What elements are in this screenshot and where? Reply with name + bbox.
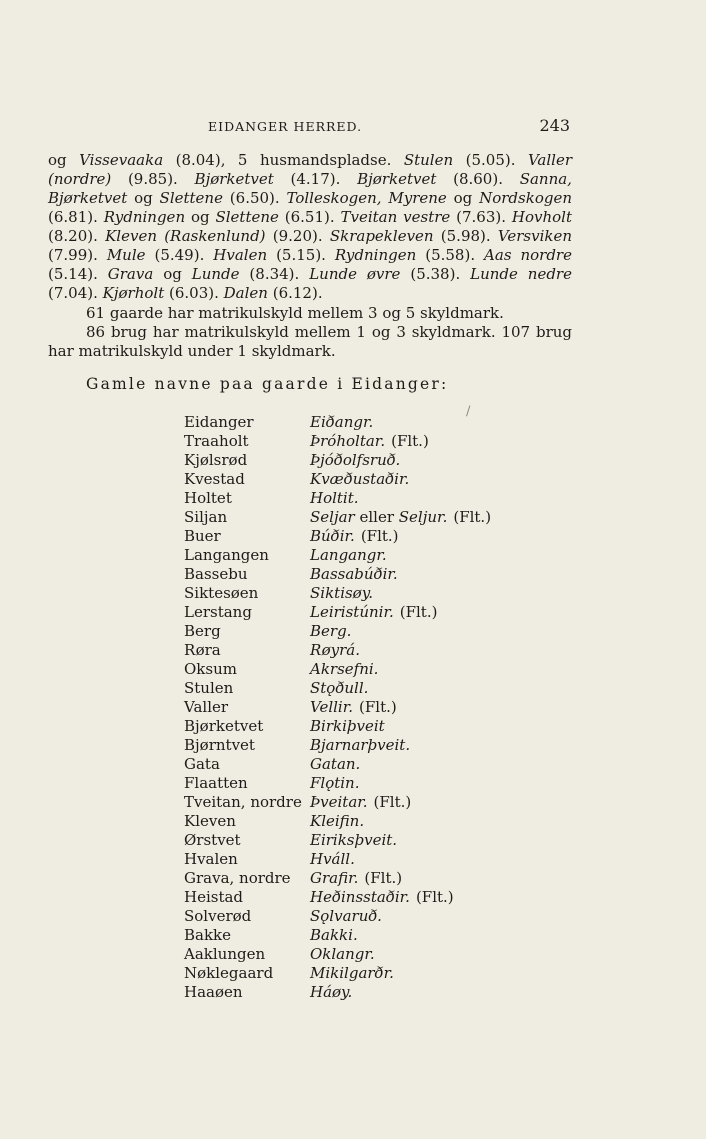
old-norse-name <box>310 413 373 432</box>
modern-name: Langangen <box>184 546 269 564</box>
modern-name: Holtet <box>184 489 232 507</box>
text-run: (7.63). <box>450 208 512 226</box>
text-run: (8.34). <box>239 265 310 283</box>
old-name-text: Bjarnarþveit. <box>310 736 411 754</box>
text-run: og <box>185 208 216 226</box>
modern-name: Bjørketvet <box>184 717 264 735</box>
old-name-text: Grafir. <box>310 869 359 887</box>
modern-name: Grava, nordre <box>184 869 291 887</box>
skyld-paragraph-61: 61 gaarde har matrikulskyld mellem 3 og 5 skyldmark. <box>86 304 504 322</box>
old-name-text: Háøy. <box>310 983 353 1001</box>
text-run: (5.58). <box>416 246 485 264</box>
modern-name: Tveitan, nordre <box>184 793 302 811</box>
old-name-part: eller <box>354 508 399 526</box>
farm-name: Valler (nordre) <box>48 151 572 188</box>
farm-name: Grava <box>107 265 154 283</box>
text-run: (5.15). <box>267 246 335 264</box>
text-run: (9.85). <box>111 170 195 188</box>
old-name-text: Langangr. <box>310 546 387 564</box>
modern-name: Hvalen <box>184 850 238 868</box>
stray-mark: / <box>466 404 471 419</box>
old-norse-name <box>310 679 368 698</box>
farm-name: Nordskogen <box>479 189 572 207</box>
old-name-text: Þjóðolfsruð. <box>310 451 401 469</box>
farm-name: Lunde nedre <box>470 265 572 283</box>
flt-note: (Flt.) <box>391 432 429 450</box>
farm-name: Bjørketvet <box>357 170 437 188</box>
old-name-text: Holtit. <box>310 489 359 507</box>
farm-name: Rydningen <box>103 208 186 226</box>
flt-note: (Flt.) <box>415 888 454 906</box>
text-run: (5.14). <box>48 265 108 283</box>
old-name-text: Leiristúnir. <box>310 603 394 621</box>
old-norse-name <box>310 565 398 584</box>
farm-name: Kjørholt <box>102 284 165 302</box>
modern-name: Siktesøen <box>184 584 259 602</box>
page-header <box>48 116 570 136</box>
flt-note: (Flt.) <box>399 603 438 621</box>
modern-name: Bassebu <box>184 565 248 583</box>
old-name-text: Eiriksþveit. <box>310 831 398 849</box>
old-name-text: Berg. <box>310 622 352 640</box>
old-norse-name <box>310 641 360 660</box>
old-norse-name <box>310 926 358 945</box>
old-names-heading: Gamle navne paa gaarde i Eidanger: <box>86 375 449 393</box>
farm-name: Slettene <box>215 208 279 226</box>
old-norse-name <box>310 451 400 470</box>
modern-name: Flaatten <box>184 774 248 792</box>
old-name-text: Birkiþveit <box>310 717 385 735</box>
old-norse-name <box>310 850 355 869</box>
old-norse-name <box>310 508 491 527</box>
text-run: (7.04). <box>48 284 103 302</box>
modern-name: Siljan <box>184 508 228 526</box>
modern-name: Kleven <box>184 812 236 830</box>
old-norse-name <box>310 907 382 926</box>
old-name-text: Bassabúðir. <box>310 565 398 583</box>
farm-name: Bjørketvet <box>194 170 274 188</box>
text-run: (5.49). <box>145 246 214 264</box>
old-norse-name <box>310 546 387 565</box>
text-run: (6.03). <box>164 284 224 302</box>
old-norse-name <box>310 869 402 888</box>
old-name-text: Heðinsstaðir. <box>310 888 410 906</box>
farm-name: Sanna, Bjørketvet <box>48 170 572 207</box>
farm-values-paragraph <box>48 151 572 303</box>
old-name-text: Vellir. <box>310 698 354 716</box>
old-name-text: Siktisøy. <box>310 584 373 602</box>
farm-name: Rydningen <box>334 246 417 264</box>
text-run: og <box>446 189 480 207</box>
modern-name: Heistad <box>184 888 244 906</box>
old-name-text: Þróholtar. <box>310 432 386 450</box>
old-norse-name <box>310 603 437 622</box>
text-run: (4.17). <box>273 170 358 188</box>
modern-name: Oksum <box>184 660 237 678</box>
old-name-part: Seljar <box>310 508 355 526</box>
farm-name: Dalen <box>223 284 268 302</box>
old-norse-name <box>310 888 454 907</box>
text-run: (6.81). <box>48 208 104 226</box>
old-norse-name <box>310 945 375 964</box>
old-name-text: Bakki. <box>310 926 358 944</box>
flt-note: (Flt.) <box>373 793 412 811</box>
modern-name: Nøklegaard <box>184 964 274 982</box>
flt-note: (Flt.) <box>453 508 492 526</box>
modern-name: Lerstang <box>184 603 252 621</box>
old-name-text: Hváll. <box>310 850 355 868</box>
modern-name: Bjørntvet <box>184 736 255 754</box>
old-name-text: Þveitar. <box>310 793 368 811</box>
modern-name: Ørstvet <box>184 831 241 849</box>
modern-name: Kjølsrød <box>184 451 248 469</box>
text-run: og <box>127 189 160 207</box>
farm-name: Tveitan vestre <box>340 208 451 226</box>
text-run: (6.51). <box>278 208 341 226</box>
old-name-text: Røyrá. <box>310 641 360 659</box>
old-norse-name <box>310 584 373 603</box>
modern-name: Valler <box>184 698 229 716</box>
modern-name: Kvestad <box>184 470 245 488</box>
old-norse-name <box>310 660 378 679</box>
text-run: (6.50). <box>222 189 287 207</box>
text-run: (5.38). <box>400 265 471 283</box>
farm-name: Lunde øvre <box>309 265 401 283</box>
farm-name: Hvalen <box>213 246 268 264</box>
text-run: (8.04), 5 husmandspladse. <box>163 151 404 169</box>
farm-name: Slettene <box>159 189 223 207</box>
old-norse-name <box>310 698 397 717</box>
farm-name: Versviken <box>497 227 572 245</box>
skyld-paragraph-86: 86 brug har matrikulskyld mellem 1 og 3 skyldmark. 107 brug har matrikulskyld under 1 skyldmark. <box>48 323 572 360</box>
old-norse-name <box>310 812 364 831</box>
old-norse-name <box>310 964 394 983</box>
text-run: (5.98). <box>433 227 498 245</box>
old-norse-name <box>310 527 399 546</box>
old-name-part: Seljur. <box>398 508 448 526</box>
farm-name: Tolleskogen, Myrene <box>286 189 447 207</box>
text-run: (6.12). <box>267 284 323 302</box>
old-name-text: Akrsefni. <box>310 660 379 678</box>
modern-name: Aaklungen <box>184 945 266 963</box>
text-run: (9.20). <box>265 227 330 245</box>
modern-name: Buer <box>184 527 221 545</box>
old-name-text: Flǫtin. <box>310 774 360 792</box>
modern-name: Røra <box>184 641 221 659</box>
old-name-text: Stǫðull. <box>310 679 369 697</box>
old-norse-name <box>310 622 351 641</box>
modern-name: Berg <box>184 622 221 640</box>
page-number: 243 <box>539 116 570 135</box>
old-norse-name <box>310 736 410 755</box>
farm-name: Aas nordre <box>484 246 572 264</box>
farm-name: Stulen <box>403 151 454 169</box>
farm-name: Hovholt <box>511 208 572 226</box>
old-name-text: Kleifin. <box>310 812 365 830</box>
old-norse-name <box>310 489 359 508</box>
old-name-text: Eiðangr. <box>310 413 374 431</box>
flt-note: (Flt.) <box>359 698 397 716</box>
old-norse-name <box>310 793 411 812</box>
farm-name: Mule <box>106 246 146 264</box>
old-norse-name <box>310 432 429 451</box>
text-run: og <box>48 151 80 169</box>
old-norse-name <box>310 831 397 850</box>
old-norse-name <box>310 755 360 774</box>
farm-name: Kleven (Raskenlund) <box>105 227 266 245</box>
farm-name: Skrapekleven <box>329 227 434 245</box>
running-title: EIDANGER HERRED. <box>208 119 363 134</box>
farm-name: Lunde <box>191 265 240 283</box>
old-name-text: Mikilgarðr. <box>310 964 394 982</box>
old-norse-name <box>310 717 385 736</box>
old-norse-name <box>310 983 352 1002</box>
text-run: (8.60). <box>436 170 520 188</box>
modern-name: Solverød <box>184 907 252 925</box>
modern-name: Bakke <box>184 926 232 944</box>
text-run: (8.20). <box>48 227 106 245</box>
old-norse-name <box>310 470 409 489</box>
old-norse-name <box>310 774 360 793</box>
flt-note: (Flt.) <box>360 527 399 545</box>
flt-note: (Flt.) <box>364 869 403 887</box>
text-run: (7.99). <box>48 246 107 264</box>
text-run: (5.05). <box>453 151 528 169</box>
text-run: og <box>153 265 192 283</box>
old-name-text: Gatan. <box>310 755 361 773</box>
modern-name: Haaøen <box>184 983 243 1001</box>
modern-name: Gata <box>184 755 220 773</box>
old-name-text: Sǫlvaruð. <box>310 907 382 925</box>
farm-name: Vissevaaka <box>79 151 164 169</box>
old-name-text: Oklangr. <box>310 945 375 963</box>
old-name-text: Búðir. <box>310 527 355 545</box>
old-name-text: Kvæðustaðir. <box>310 470 410 488</box>
modern-name: Eidanger <box>184 413 254 431</box>
modern-name: Stulen <box>184 679 234 697</box>
modern-name: Traaholt <box>184 432 249 450</box>
